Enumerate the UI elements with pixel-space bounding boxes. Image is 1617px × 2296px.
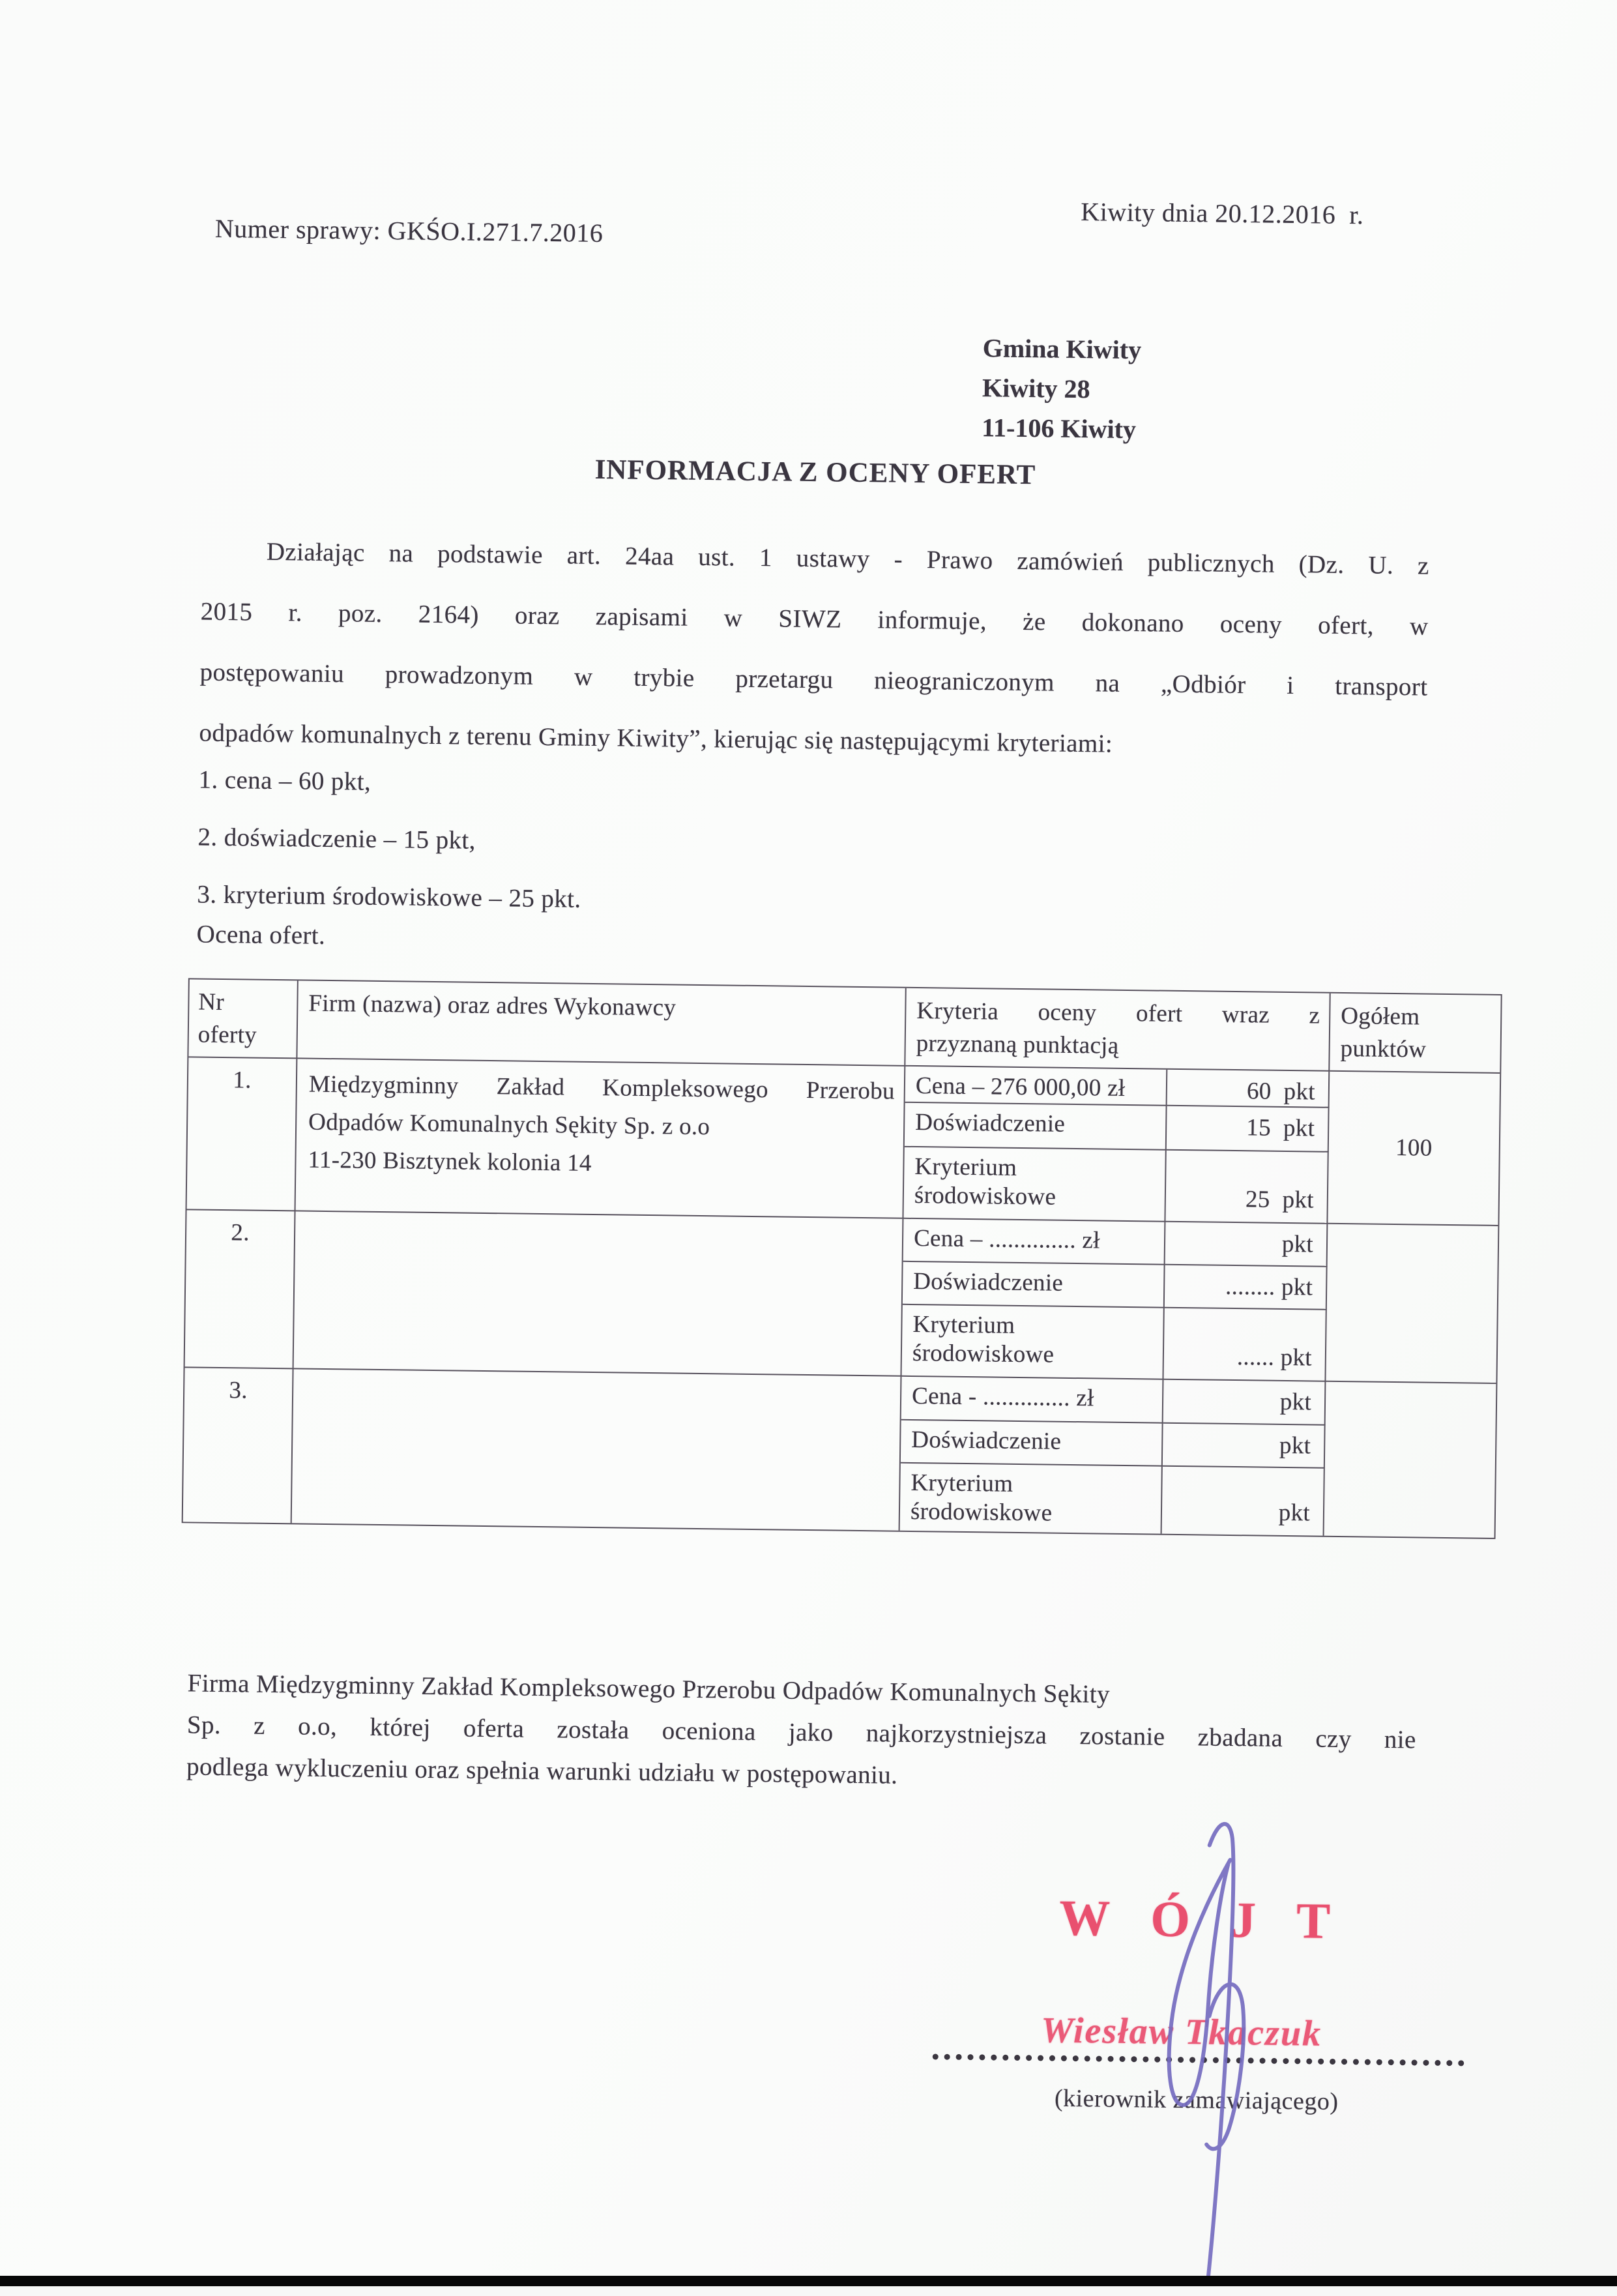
criteria-list xyxy=(197,752,583,928)
row-total-points xyxy=(1326,1224,1498,1384)
wojt-stamp: WÓJT xyxy=(1058,1889,1371,1950)
criterion-label: Kryterium środowiskowe xyxy=(901,1305,1164,1380)
criterion-label: Doświadczenie xyxy=(901,1420,1163,1467)
case-number: Numer sprawy: GKŚO.I.271.7.2016 xyxy=(214,213,604,248)
row-firm: Międzygminny Zakład Kompleksowego Przerobu Odpadów Komunalnych Sękity Sp. z o.o 11-230 Bisztynek kolonia 14 xyxy=(296,1059,906,1218)
intro-paragraph xyxy=(199,521,1429,778)
criterion-points: ........ pkt xyxy=(1165,1265,1328,1310)
criterion-label: Kryterium środowiskowe xyxy=(900,1464,1163,1534)
intro-line: 2015 r. poz. 2164) oraz zapisami w SIWZ informuje, że dokonano oceny ofert, w xyxy=(200,597,1429,641)
row-offer-number: 3. xyxy=(183,1368,294,1523)
intro-line: odpadów komunalnych z terenu Gminy Kiwity”, kierując się następującymi kryteriami: xyxy=(199,718,1113,758)
criterion-points: 60 pkt xyxy=(1167,1070,1330,1108)
recipient-line: Kiwity 28 xyxy=(982,373,1090,404)
header-criteria: Kryteria oceny ofert wraz z przyznaną punktacją xyxy=(905,988,1330,1072)
criterion-label: Doświadczenie xyxy=(905,1103,1167,1151)
intro-line: postępowaniu prowadzonym w trybie przetargu nieograniczonym na „Odbiór i transport xyxy=(199,658,1428,701)
criterion-points: 25 pkt xyxy=(1165,1151,1328,1224)
row-offer-number: 1. xyxy=(187,1057,298,1211)
criterion-points: pkt xyxy=(1162,1467,1325,1536)
criterion-label: Cena – .............. zł xyxy=(903,1219,1166,1265)
recipient-address xyxy=(982,328,1142,449)
row-firm xyxy=(294,1211,904,1376)
criterion-label: Cena - .............. zł xyxy=(901,1377,1164,1424)
criteria-list-item: 2. doświadczenie – 15 pkt, xyxy=(197,823,476,855)
criteria-list-item: 1. cena – 60 pkt, xyxy=(198,765,371,796)
closing-line: Sp. z o.o, której oferta została oceniona jako najkorzystniejsza zostanie zbadana czy nie xyxy=(186,1711,1417,1754)
criterion-points: ...... pkt xyxy=(1163,1308,1326,1382)
criterion-label: Kryterium środowiskowe xyxy=(903,1147,1166,1222)
row-total-points xyxy=(1324,1382,1496,1538)
scan-edge-bar xyxy=(0,2276,1617,2286)
criterion-label: Doświadczenie xyxy=(903,1262,1165,1308)
row-firm xyxy=(292,1369,902,1530)
header-nr-oferty: Nr oferty xyxy=(188,979,298,1059)
table-caption: Ocena ofert. xyxy=(196,920,326,950)
place-and-date: Kiwity dnia 20.12.2016 r. xyxy=(1081,197,1364,230)
signature-caption: (kierownik zamawiającego) xyxy=(1054,2084,1339,2116)
criterion-points: pkt xyxy=(1163,1380,1326,1426)
row-total-points: 100 xyxy=(1328,1072,1500,1226)
offers-evaluation-table xyxy=(182,978,1502,1539)
recipient-line: 11-106 Kiwity xyxy=(982,413,1137,445)
closing-paragraph xyxy=(186,1662,1417,1803)
criterion-label: Cena – 276 000,00 zł xyxy=(905,1067,1168,1106)
closing-line: Firma Międzygminny Zakład Kompleksowego Przerobu Odpadów Komunalnych Sękity xyxy=(187,1669,1111,1709)
criterion-points: pkt xyxy=(1163,1424,1326,1469)
intro-line: Działając na podstawie art. 24aa ust. 1 ustawy - Prawo zamówień publicznych (Dz. U. z xyxy=(266,537,1430,580)
recipient-line: Gmina Kiwity xyxy=(982,333,1142,365)
document-title: INFORMACJA Z OCENY OFERT xyxy=(594,454,1036,491)
signature-dotted-line xyxy=(933,2053,1464,2066)
closing-line: podlega wykluczeniu oraz spełnia warunki udziału w postępowaniu. xyxy=(186,1752,898,1789)
criterion-points: pkt xyxy=(1165,1222,1328,1267)
header-total: Ogółem punktów xyxy=(1330,993,1500,1074)
row-offer-number: 2. xyxy=(185,1210,296,1369)
header-firm: Firm (nazwa) oraz adres Wykonawcy xyxy=(297,980,906,1066)
stamp-name: Wiesław Tkaczuk xyxy=(1040,2010,1322,2054)
criteria-list-item: 3. kryterium środowiskowe – 25 pkt. xyxy=(197,880,581,913)
criterion-points: 15 pkt xyxy=(1167,1106,1330,1153)
